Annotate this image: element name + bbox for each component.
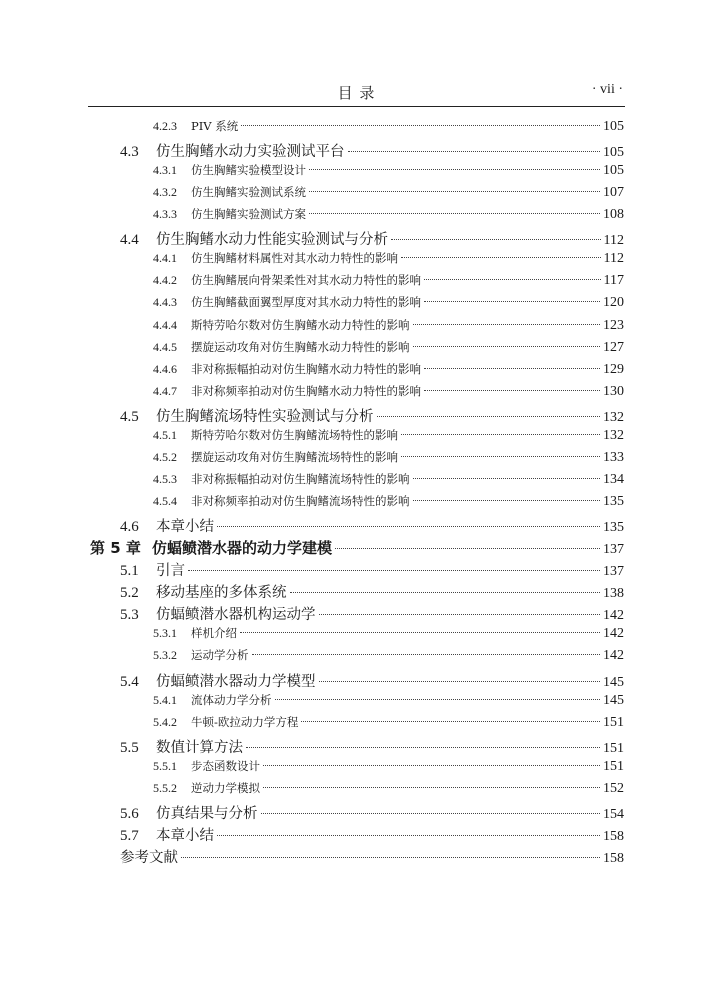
toc-entry-title: 逆动力学模拟 — [191, 780, 260, 795]
toc-leader-dots — [348, 151, 601, 152]
toc-entry-number: 4.3.2 — [153, 185, 177, 200]
toc-entry[interactable] — [153, 118, 624, 140]
toc-leader-dots — [424, 390, 600, 391]
toc-entry-number: 4.6 — [120, 519, 139, 536]
toc-entry-page: 108 — [603, 207, 624, 223]
toc-entry-page: 129 — [603, 361, 624, 377]
toc-entry-number: 5.6 — [120, 805, 139, 822]
toc-entry-number: 4.4.3 — [153, 295, 177, 310]
toc-entry-number: 4.3.1 — [153, 163, 177, 178]
toc-entry-title: 摆旋运动攻角对仿生胸鳍流场特性的影响 — [191, 449, 398, 464]
toc-entry-number: 5.4 — [120, 673, 139, 690]
toc-leader-dots — [424, 301, 600, 302]
toc-entry-title: 引言 — [156, 563, 185, 580]
toc-entry-title: 仿生胸鳍水动力实验测试平台 — [156, 144, 345, 161]
toc-entry-title: 样机介绍 — [191, 626, 237, 641]
toc-entry-number: 5.7 — [120, 827, 139, 844]
toc-entry-page: 145 — [603, 674, 624, 690]
toc-entry-title: 牛顿-欧拉动力学方程 — [191, 714, 299, 729]
toc-entry-title: 非对称振幅拍动对仿生胸鳍水动力特性的影响 — [191, 361, 421, 376]
toc-leader-dots — [217, 526, 600, 527]
toc-entry-number: 4.3.3 — [153, 207, 177, 222]
toc-entry-title: 仿生胸鳍实验模型设计 — [191, 163, 306, 178]
toc-entry-title: 运动学分析 — [191, 648, 249, 663]
toc-entry-number: 5.3.2 — [153, 648, 177, 663]
toc-entry-page: 123 — [603, 317, 624, 333]
toc-entry[interactable] — [153, 780, 624, 802]
toc-entry-number: 4.5.1 — [153, 427, 177, 442]
toc-leader-dots — [261, 813, 601, 814]
toc-entry[interactable] — [153, 427, 624, 449]
toc-entry[interactable] — [153, 758, 624, 780]
toc-entry-title: 仿生胸鳍展向骨架柔性对其水动力特性的影响 — [191, 273, 421, 288]
toc-entry-title: 参考文献 — [120, 849, 178, 866]
toc-leader-dots — [413, 346, 601, 347]
toc-entry-title: 步态函数设计 — [191, 758, 260, 773]
toc-leader-dots — [275, 699, 601, 700]
toc-leader-dots — [309, 191, 600, 192]
toc-entry-number: 第 5 章 — [90, 539, 141, 558]
toc-entry-page: 151 — [603, 758, 624, 774]
toc-entry-number: 4.5.4 — [153, 494, 177, 509]
toc-leader-dots — [309, 169, 600, 170]
toc-leader-dots — [377, 416, 601, 417]
toc-entry-title: 本章小结 — [156, 827, 214, 844]
toc-entry[interactable] — [120, 736, 624, 758]
toc-entry-page: 151 — [603, 740, 624, 756]
toc-entry-number: 5.5.1 — [153, 758, 177, 773]
toc-leader-dots — [252, 654, 601, 655]
toc-entry-number: 4.2.3 — [153, 119, 177, 133]
toc-entry[interactable] — [153, 339, 624, 361]
toc-entry[interactable] — [120, 670, 624, 692]
toc-entry[interactable] — [120, 802, 624, 824]
toc-entry-page: 158 — [603, 850, 624, 866]
toc-entry-page: 105 — [603, 163, 624, 179]
toc-entry-number: 4.4 — [120, 232, 139, 249]
toc-entry-title: 斯特劳哈尔数对仿生胸鳍流场特性的影响 — [191, 427, 398, 442]
toc-entry-page: 135 — [603, 520, 624, 536]
toc-entry-title: 移动基座的多体系统 — [156, 585, 287, 602]
toc-entry-page: 142 — [603, 608, 624, 624]
toc-leader-dots — [401, 257, 601, 258]
toc-entry[interactable] — [120, 140, 624, 162]
toc-entry-title: 流体动力学分析 — [191, 692, 272, 707]
toc-entry-number: 4.4.1 — [153, 251, 177, 266]
toc-entry-title: 斯特劳哈尔数对仿生胸鳍水动力特性的影响 — [191, 317, 410, 332]
toc-entry-page: 135 — [603, 494, 624, 510]
toc-entry-number: 5.3 — [120, 607, 139, 624]
toc-leader-dots — [181, 857, 600, 858]
toc-entry-page: 107 — [603, 185, 624, 201]
toc-leader-dots — [319, 681, 601, 682]
toc-entry-number: 5.5 — [120, 739, 139, 756]
page-header — [88, 78, 625, 107]
toc-entry-number: 5.3.1 — [153, 626, 177, 641]
toc-entry-page: 105 — [603, 145, 624, 161]
toc-leader-dots — [391, 239, 601, 240]
toc-entry[interactable] — [120, 581, 624, 603]
toc-entry[interactable] — [153, 162, 624, 184]
toc-entry-page: 154 — [603, 806, 624, 822]
toc-entry-title: 本章小结 — [156, 519, 214, 536]
toc-entry[interactable] — [120, 405, 624, 427]
toc-entry-page: 152 — [603, 780, 624, 796]
toc-entry-page: 117 — [603, 273, 624, 289]
toc-entry-title: 仿蝠鲼潜水器动力学模型 — [156, 673, 316, 690]
toc-leader-dots — [263, 787, 600, 788]
toc-entry[interactable] — [153, 449, 624, 471]
toc-entry-title: 仿生胸鳍流场特性实验测试与分析 — [156, 408, 374, 425]
toc-leader-dots — [413, 500, 601, 501]
toc-entry-page: 127 — [603, 339, 624, 355]
toc-entry-number: 4.4.2 — [153, 273, 177, 288]
toc-leader-dots — [263, 765, 600, 766]
toc-entry-title: 非对称频率拍动对仿生胸鳍流场特性的影响 — [191, 494, 410, 509]
toc-entry-title: 仿生胸鳍实验测试系统 — [191, 185, 306, 200]
toc-entry-number: 4.5.2 — [153, 449, 177, 464]
toc-entry-page: 142 — [603, 626, 624, 642]
toc-entry[interactable] — [120, 228, 624, 250]
toc-entry-title: 摆旋运动攻角对仿生胸鳍水动力特性的影响 — [191, 339, 410, 354]
toc-entry-page: 137 — [603, 542, 624, 558]
toc-entry-page: 137 — [603, 564, 624, 580]
toc-leader-dots — [290, 592, 601, 593]
toc-entry[interactable] — [153, 294, 624, 316]
toc-leader-dots — [188, 570, 600, 571]
toc-entry-page: 132 — [603, 427, 624, 443]
toc-entry[interactable] — [120, 559, 624, 581]
toc-entry-title: 仿生胸鳍截面翼型厚度对其水动力特性的影响 — [191, 295, 421, 310]
toc-entry-number: 4.4.7 — [153, 383, 177, 398]
toc-leader-dots — [424, 279, 601, 280]
toc-entry[interactable] — [153, 647, 624, 669]
toc-leader-dots — [241, 125, 600, 126]
toc-entry[interactable] — [153, 317, 624, 339]
toc-entry[interactable] — [153, 361, 624, 383]
toc-entry-page: 138 — [603, 586, 624, 602]
toc-leader-dots — [413, 478, 601, 479]
toc-entry[interactable] — [153, 272, 624, 294]
toc-leader-dots — [413, 324, 601, 325]
toc-leader-dots — [309, 213, 600, 214]
toc-leader-dots — [301, 721, 600, 722]
toc-entry-number: 4.5 — [120, 408, 139, 425]
toc-entry-number: 4.5.3 — [153, 471, 177, 486]
toc-leader-dots — [217, 835, 600, 836]
toc-entry[interactable] — [153, 250, 624, 272]
toc-entry-number: 4.4.4 — [153, 317, 177, 332]
toc-entry-page: 142 — [603, 648, 624, 664]
toc-entry-page: 132 — [603, 409, 624, 425]
toc-leader-dots — [401, 434, 600, 435]
toc-leader-dots — [319, 614, 601, 615]
toc-entry[interactable] — [153, 692, 624, 714]
toc-entry-title: 数值计算方法 — [156, 739, 243, 756]
toc-leader-dots — [424, 368, 600, 369]
toc-entry-page: 120 — [603, 295, 624, 311]
toc-entry-page: 134 — [603, 471, 624, 487]
toc-entry-title: 非对称频率拍动对仿生胸鳍水动力特性的影响 — [191, 383, 421, 398]
toc-entry-number: 5.5.2 — [153, 780, 177, 795]
toc-entry[interactable] — [153, 493, 624, 515]
toc-entry[interactable] — [153, 625, 624, 647]
toc-entry-number: 5.4.1 — [153, 692, 177, 707]
toc-entry-title: 仿生胸鳍水动力性能实验测试与分析 — [156, 232, 388, 249]
toc-entry-page: 112 — [603, 233, 624, 249]
toc-entry[interactable] — [153, 206, 624, 228]
toc-leader-dots — [335, 548, 600, 549]
toc-entry[interactable] — [120, 824, 624, 846]
toc-entry-title: 仿生胸鳍实验测试方案 — [191, 207, 306, 222]
toc-entry-page: 105 — [603, 119, 624, 134]
toc-entry[interactable] — [153, 383, 624, 405]
header-title: 目 录 — [337, 84, 376, 102]
toc-entry-number: 4.3 — [120, 144, 139, 161]
toc-entry-number: 5.1 — [120, 563, 139, 580]
toc-entry-title: 仿真结果与分析 — [156, 805, 258, 822]
toc-entry-number: 5.4.2 — [153, 714, 177, 729]
toc-entry-page: 151 — [603, 714, 624, 730]
toc-entry-page: 112 — [603, 251, 624, 267]
toc-entry[interactable] — [90, 537, 624, 559]
header-page-number: · vii · — [591, 82, 623, 97]
toc-entry-page: 130 — [603, 383, 624, 399]
toc-entry[interactable] — [120, 515, 624, 537]
toc-entry-page: 133 — [603, 449, 624, 465]
toc-leader-dots — [246, 747, 600, 748]
toc-entry[interactable] — [153, 714, 624, 736]
toc-entry-number: 4.4.5 — [153, 339, 177, 354]
toc-entry-title: 仿生胸鳍材料属性对其水动力特性的影响 — [191, 251, 398, 266]
toc-entry-page: 145 — [603, 692, 624, 708]
toc-entry-title: 非对称振幅拍动对仿生胸鳍流场特性的影响 — [191, 471, 410, 486]
toc-leader-dots — [401, 456, 600, 457]
toc-entry[interactable] — [153, 471, 624, 493]
toc-leader-dots — [240, 632, 600, 633]
toc-entry-title: 仿蝠鲼潜水器机构运动学 — [156, 607, 316, 624]
toc-entry-number: 5.2 — [120, 585, 139, 602]
toc-entry-number: 4.4.6 — [153, 361, 177, 376]
toc-entry-page: 158 — [603, 828, 624, 844]
toc-entry-title: PIV 系统 — [191, 119, 239, 133]
toc-entry[interactable] — [120, 846, 624, 868]
toc-entry-title: 仿蝠鲼潜水器的动力学建模 — [152, 539, 333, 558]
toc-entry[interactable] — [120, 603, 624, 625]
toc-entry[interactable] — [153, 184, 624, 206]
